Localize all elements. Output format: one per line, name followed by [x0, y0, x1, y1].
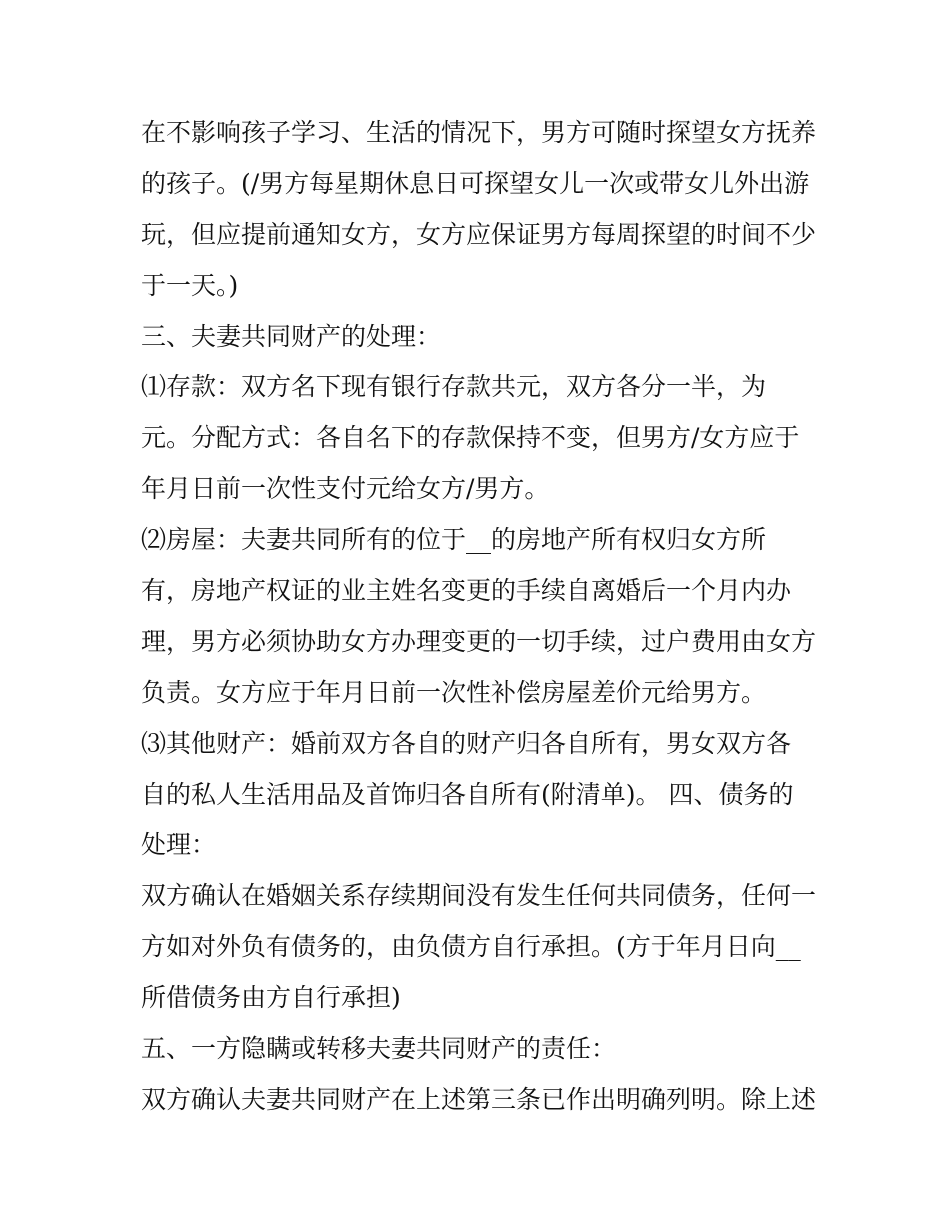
text-line-16: 双方确认在婚姻关系存续期间没有发生任何共同债务，任何一: [141, 881, 817, 911]
text-line-1: 在不影响孩子学习、生活的情况下，男方可随时探望女方抚养: [141, 118, 817, 147]
text-line-15: 处理：: [141, 830, 217, 860]
text-line-17: 方如对外负有债务的，由负债方自行承担。(方于年月日向__: [141, 932, 801, 962]
text-line-14: 自的私人生活用品及首饰归各自所有(附清单)。 四、债务的: [141, 779, 794, 809]
document-body: [141, 108, 821, 1126]
section-heading-5: 五、一方隐瞒或转移夫妻共同财产的责任：: [141, 1034, 617, 1064]
text-line-2: 的孩子。(/男方每星期休息日可探望女儿一次或带女儿外出游: [141, 168, 810, 198]
text-line-3: 玩，但应提前通知女方，女方应保证男方每周探望的时间不少: [141, 219, 817, 249]
text-line-18: 所借债务由方自行承担): [141, 983, 401, 1013]
text-line-13: ⑶其他财产：婚前双方各自的财产归各自所有，男女双方各: [141, 728, 792, 758]
text-line-11: 理，男方必须协助女方办理变更的一切手续，过户费用由女方: [141, 626, 817, 656]
section-heading-3: 三、夫妻共同财产的处理：: [141, 321, 442, 351]
text-line-20: 双方确认夫妻共同财产在上述第三条已作出明确列明。除上述: [141, 1084, 817, 1114]
text-line-10: 有，房地产权证的业主姓名变更的手续自离婚后一个月内办: [141, 576, 792, 606]
text-line-8: 年月日前一次性支付元给女方/男方。: [141, 474, 550, 504]
text-line-12: 负责。女方应于年月日前一次性补偿房屋差价元给男方。: [141, 677, 767, 707]
text-line-9: ⑵房屋：夫妻共同所有的位于__的房地产所有权归女方所: [141, 525, 767, 555]
text-line-6: ⑴存款：双方名下现有银行存款共元，双方各分一半，为: [141, 372, 767, 402]
text-line-4: 于一天。): [141, 270, 239, 300]
text-line-7: 元。分配方式：各自名下的存款保持不变，但男方/女方应于: [141, 423, 800, 453]
